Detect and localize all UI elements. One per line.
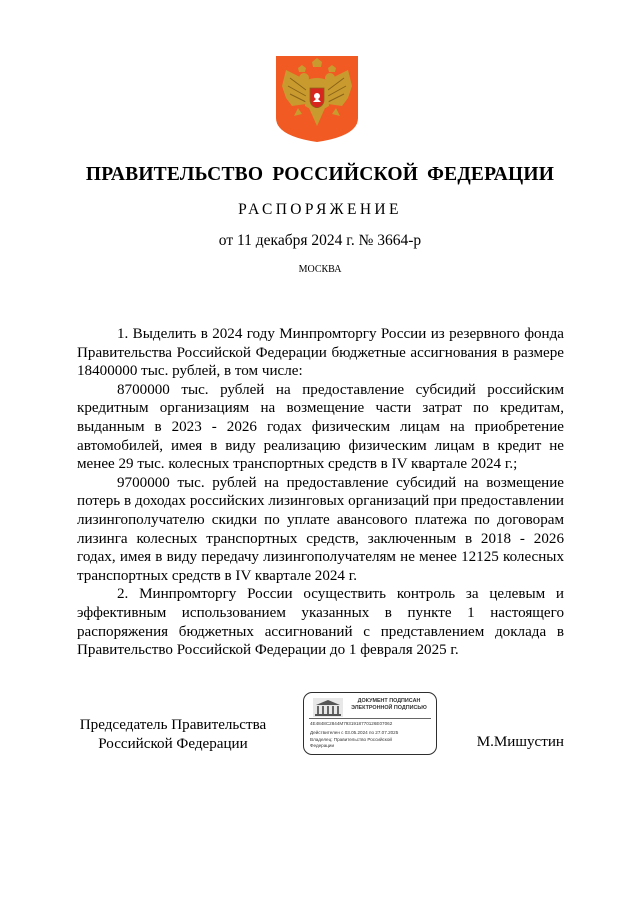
position-line: Российской Федерации: [98, 736, 248, 752]
coat-of-arms-icon: [276, 56, 358, 142]
stamp-divider: [309, 718, 431, 719]
paragraph: 2. Минпромторгу России осуществить контроль за целевым и эффективным использованием указанных в пункте 1 настоящего распоряжения бюджетных ассигнований с представлением доклада в Правительство Российской Федерации до 1 февраля 2025 г.: [77, 586, 564, 659]
owner-line: Владелец: Правительство Российской: [310, 737, 392, 742]
stamp-heading-line: ЭЛЕКТРОННОЙ ПОДПИСЬЮ: [351, 704, 427, 711]
position-line: Председатель Правительства: [79, 717, 267, 733]
stamp-heading-line: ДОКУМЕНТ ПОДПИСАН: [357, 698, 421, 704]
electronic-signature-stamp: [303, 692, 437, 755]
stamp-heading: [345, 698, 433, 711]
certificate-owner: [310, 737, 428, 749]
government-title: ПРАВИТЕЛЬСТВО РОССИЙСКОЙ ФЕДЕРАЦИИ: [85, 164, 555, 185]
document-date-number: от 11 декабря 2024 г. № 3664-р: [218, 232, 422, 249]
paragraph: 8700000 тыс. рублей на предоставление субсидий российским кредитным организациям на возмещение части затрат по кредитам, выданным в 2023 - 2026 годах физическим лицам на приобретение автомобилей, имея в виду реализацию физическим лицам в кредит не менее 29 тыс. колесных транспортных средств в IV квартале 2024 г.;: [77, 381, 564, 473]
certificate-validity: Действителен с 03.05.2024 по 27.07.2025: [310, 730, 399, 735]
certificate-serial: 4E4848C2844M7931918770126E07062: [310, 721, 393, 726]
document-body: [77, 325, 564, 660]
paragraph: 9700000 тыс. рублей на предоставление субсидий на возмещение потерь в доходах российских лизинговых организаций при предоставлении лизингополучателю скидки по уплате авансового платежа по договорам лизинга колесных транспортных средств, заключенным в 2018 - 2026 годах, имея в виду передачу лизингополучателям не менее 12125 колесных транспортных средств в IV квартале 2024 г.: [77, 474, 564, 584]
paragraph: 1. Выделить в 2024 году Минпромторгу России из резервного фонда Правительства Российской Федерации бюджетные ассигнования в размере 18400000 тыс. рублей, в том числе:: [77, 326, 564, 380]
owner-line: Федерации: [310, 742, 335, 748]
document-type: РАСПОРЯЖЕНИЕ: [238, 201, 402, 218]
government-building-icon: [313, 698, 343, 717]
document-city: МОСКВА: [298, 264, 342, 275]
signatory-position: [78, 716, 268, 754]
signatory-name: М.Мишустин: [476, 734, 564, 750]
coat-of-arms-emblem: [276, 56, 358, 142]
